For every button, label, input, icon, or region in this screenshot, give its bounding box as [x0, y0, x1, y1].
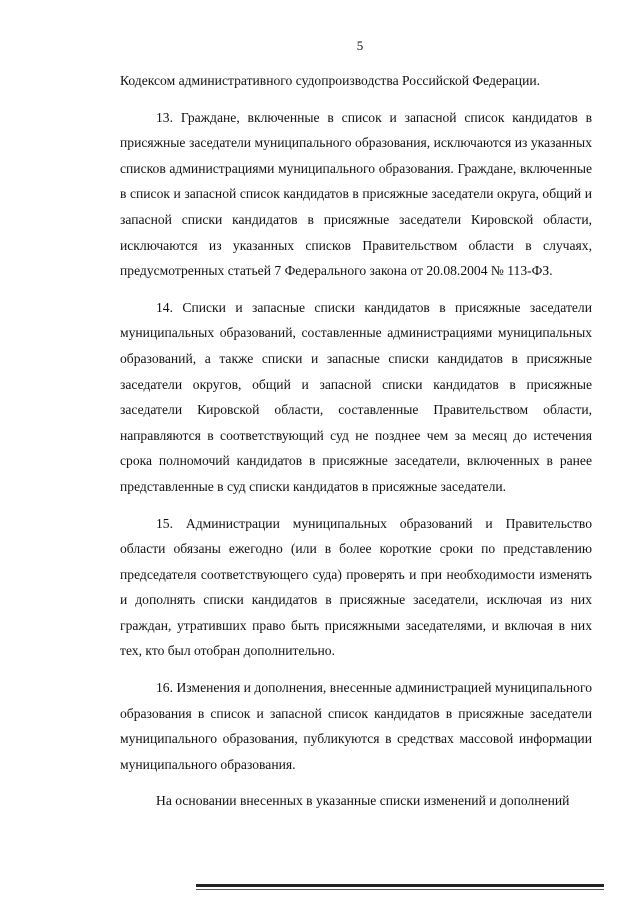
- footer-divider: [196, 884, 604, 887]
- footer-divider-thin: [196, 889, 604, 890]
- page-number: 5: [356, 38, 364, 53]
- paragraph-continuation: Кодексом административного судопроизводства Российской Федерации.: [120, 73, 541, 88]
- paragraph-14: 14. Списки и запасные списки кандидатов в присяжные заседатели муниципальных образований, составленные администрациями муниципальных образований, а также списки и запасные списки кандидатов в присяжные заседатели округов, общий и запасной списки кандидатов в присяжные заседатели Кировской области, составленные Правительством области, направляются в соответствующий суд не позднее чем за месяц до истечения срока полномочий кандидатов в присяжные заседатели, включенных в ранее представленные в суд списки кандидатов в присяжные заседатели.: [120, 299, 592, 494]
- document-body: [120, 68, 592, 825]
- paragraph-15: 15. Администрации муниципальных образований и Правительство области обязаны ежегодно (или в более короткие сроки по представлению председателя соответствующего суда) проверять и при необходимости изменять и дополнять списки кандидатов в присяжные заседатели, исключая из них граждан, утративших право быть присяжными заседателями, и включая в них тех, кто был отобран дополнительно.: [120, 515, 592, 659]
- paragraph-13: 13. Граждане, включенные в список и запасной список кандидатов в присяжные заседатели муниципального образования, исключаются из указанных списков администрациями муниципального образования. Граждане, включенные в список и запасной список кандидатов в присяжные заседатели округа, общий и запасной списки кандидатов в присяжные заседатели Кировской области, исключаются из указанных списков Правительством области в случаях, предусмотренных статьей 7 Федерального закона от 20.08.2004 № 113-ФЗ.: [120, 109, 592, 279]
- paragraph-final: На основании внесенных в указанные списки изменений и дополнений: [156, 793, 570, 809]
- paragraph-16: 16. Изменения и дополнения, внесенные администрацией муниципального образования в список и запасной список кандидатов в присяжные заседатели муниципального образования, публикуются в средствах массовой информации муниципального образования.: [120, 680, 592, 772]
